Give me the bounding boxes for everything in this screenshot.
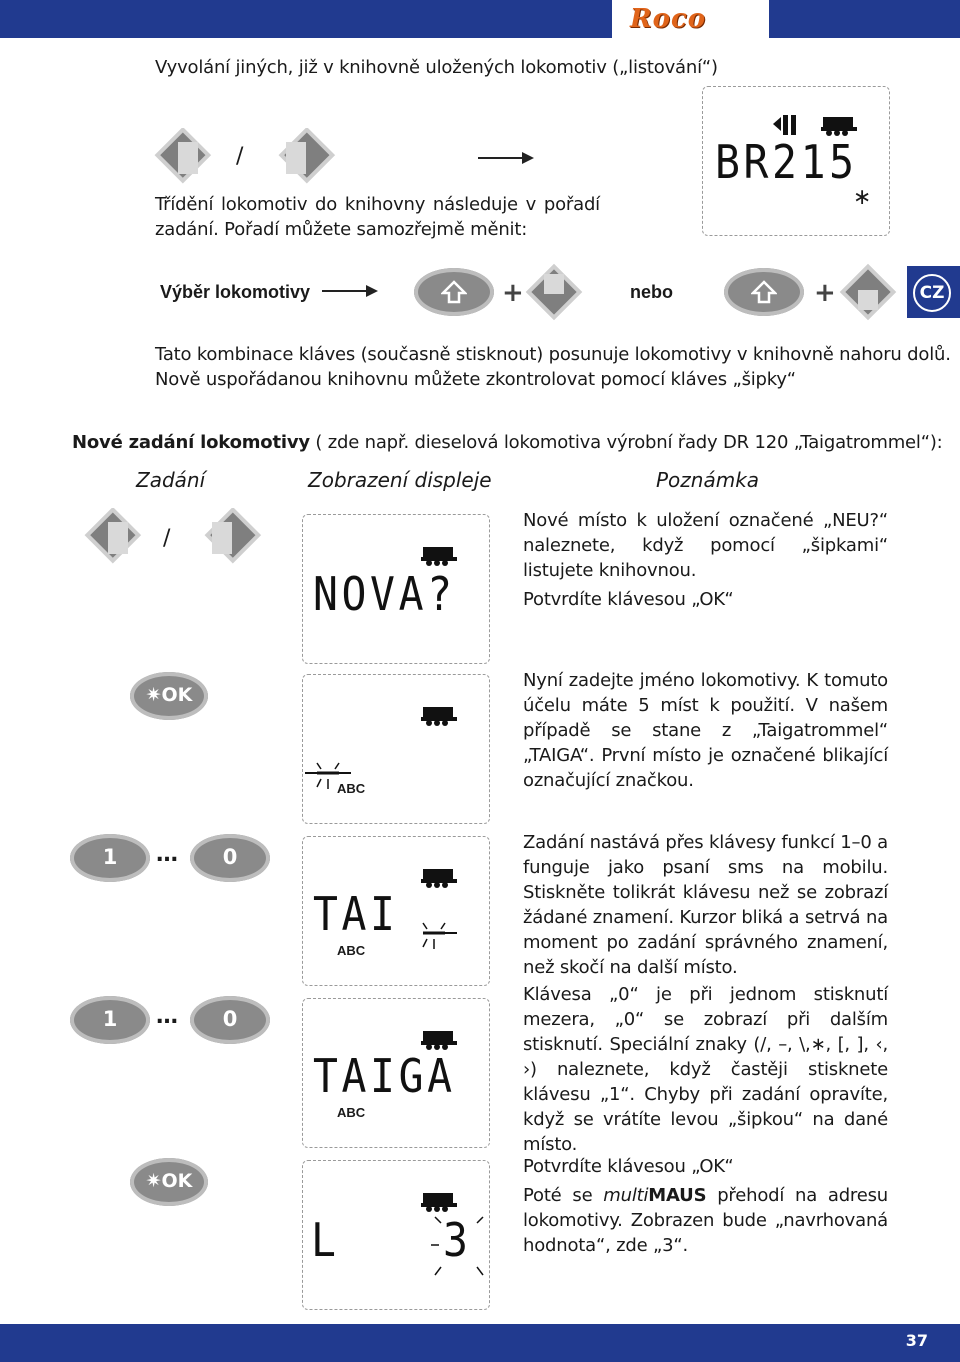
lcd-address-prefix: L	[311, 1213, 340, 1267]
roco-logo: Roco	[630, 4, 707, 34]
ok-key[interactable]	[130, 672, 208, 720]
footer-bar	[0, 1324, 960, 1362]
digit-key-label: 0	[222, 1007, 238, 1031]
new-entry-rest: ( zde např. dieselová lokomotiva výrobní řady DR 120 „Taigatrommel“):	[309, 432, 943, 453]
right-arrow-key-icon	[281, 130, 332, 181]
locomotive-icon	[421, 1029, 459, 1051]
loco-select-label: Výběr lokomotivy	[160, 282, 311, 302]
range-dots: …	[156, 1004, 178, 1029]
new-entry-bold: Nové zadání lokomotivy	[72, 432, 310, 453]
left-arrow-key-icon	[87, 510, 138, 561]
new-entry-heading	[72, 430, 943, 455]
multimaus-italic: multi	[603, 1185, 649, 1206]
digit-key-label: 1	[102, 1007, 118, 1031]
digit-key-label: 0	[222, 845, 238, 869]
locomotive-icon	[421, 545, 459, 567]
digit-key-1[interactable]	[70, 834, 150, 882]
slash-separator: /	[236, 144, 244, 169]
digit-key-label: 1	[102, 845, 118, 869]
shift-arrow-icon	[751, 280, 777, 304]
row1-confirm: Potvrdíte klávesou „OK“	[523, 589, 734, 610]
lcd-text: NOVA?	[313, 567, 456, 621]
lcd-text: TAIGA	[313, 1049, 456, 1103]
arrow-right-icon	[322, 283, 378, 299]
or-label: nebo	[630, 282, 673, 302]
plus-sign: +	[502, 278, 524, 308]
row2-note: Nyní zadejte jméno lokomotivy. K tomuto účelu máte 5 míst k použití. V našem případě se stane z „Taigatrommel“ „TAIGA“. První místo je označené blikající označující značkou.	[523, 670, 888, 791]
locomotive-icon	[821, 115, 859, 137]
ok-key[interactable]	[130, 1158, 208, 1206]
shift-key[interactable]	[724, 268, 804, 316]
up-down-arrow-key-icon[interactable]	[838, 262, 898, 322]
abc-mode-indicator: ABC	[337, 943, 366, 958]
lcd-address-value: 3	[443, 1213, 472, 1267]
locomotive-icon	[421, 867, 459, 889]
shift-arrow-icon	[441, 280, 467, 304]
column-input-heading: Zadání	[136, 468, 206, 492]
row3-note: Zadání nastává přes klávesy funkcí 1–0 a funguje jako psaní sms na mobilu. Stiskněte tolikrát klávesu než se zobrazí žádané znamení. Kurzor bliká a setrvá na moment po zadání správného znamení, než skočí na další místo.	[523, 832, 888, 978]
row5-note: Poté se multiMAUS přehodí na adresu lokomotivy. Zobrazen bude „navrhovaná hodnota“, zde „3“.	[523, 1185, 888, 1256]
section-paragraph: Třídění lokomotiv do knihovny následuje v pořadí zadání. Pořadí můžete samozřejmě měnit:	[155, 194, 600, 240]
language-tab-label: CZ	[913, 274, 951, 312]
column-note-heading: Poznámka	[656, 468, 760, 492]
range-dots: …	[156, 842, 178, 867]
row3-special-chars-note: Klávesa „0“ je při jednom stisknutí mezera, „0“ se zobrazí při dalším stisknutí. Speciální znaky (/, –, \,∗, [, ], ‹, ›) naleznete, když častěji stisknete klávesu „1“. Chyby při zadání opravíte, když se vrátíte levou „šipkou“ na dané místo.	[523, 984, 888, 1155]
digit-key-1[interactable]	[70, 996, 150, 1044]
arrow-keys-left-right	[150, 128, 340, 192]
section-title: Vyvolání jiných, již v knihovně uložených lokomotiv („listování“)	[155, 57, 718, 78]
left-arrow-key-icon	[157, 130, 208, 181]
arrow-right-icon	[478, 150, 534, 166]
shift-key[interactable]	[414, 268, 494, 316]
abc-mode-indicator: ABC	[337, 1105, 366, 1120]
up-down-arrow-key-icon[interactable]	[524, 262, 584, 322]
header-divider	[766, 0, 769, 38]
ok-key-label: ✷OK	[145, 1170, 193, 1192]
blinking-cursor-icon	[409, 917, 459, 953]
asterisk-icon: ∗	[853, 185, 872, 210]
lcd-text: TAI	[313, 887, 399, 941]
lcd-display-address	[302, 1160, 490, 1310]
digit-key-0[interactable]	[190, 996, 270, 1044]
lcd-display-tai	[302, 836, 490, 986]
lcd-display-nova	[302, 514, 490, 664]
arrow-keys-left-right	[80, 508, 270, 572]
lcd-text: BR215	[715, 135, 858, 189]
blinking-digit-icon	[431, 1209, 487, 1281]
combination-note: Tato kombinace kláves (současně stisknout) posunuje lokomotivy v knihovně nahoru dolů.	[155, 344, 951, 365]
locomotive-icon	[421, 705, 459, 727]
row5-confirm: Potvrdíte klávesou „OK“	[523, 1156, 734, 1177]
lcd-display-br215	[702, 86, 890, 236]
page-number: 37	[905, 1331, 928, 1350]
row1-note: Nové místo k uložení označené „NEU?“ naleznete, když pomocí „šipkami“ listujete knihovnou.	[523, 510, 888, 581]
language-tab	[907, 266, 960, 318]
plus-sign: +	[814, 278, 836, 308]
abc-mode-indicator: ABC	[337, 781, 366, 796]
lcd-display-taiga	[302, 998, 490, 1148]
right-arrow-key-icon	[207, 510, 258, 561]
header-bar	[0, 0, 960, 38]
multimaus-bold: MAUS	[648, 1185, 707, 1206]
digit-key-0[interactable]	[190, 834, 270, 882]
check-library-note: Nově uspořádanou knihovnu můžete zkontrolovat pomocí kláves „šipky“	[155, 369, 796, 390]
slash-separator: /	[163, 526, 171, 551]
column-display-heading: Zobrazení displeje	[308, 468, 492, 492]
ok-key-label: ✷OK	[145, 684, 193, 706]
lcd-display-cursor	[302, 674, 490, 824]
